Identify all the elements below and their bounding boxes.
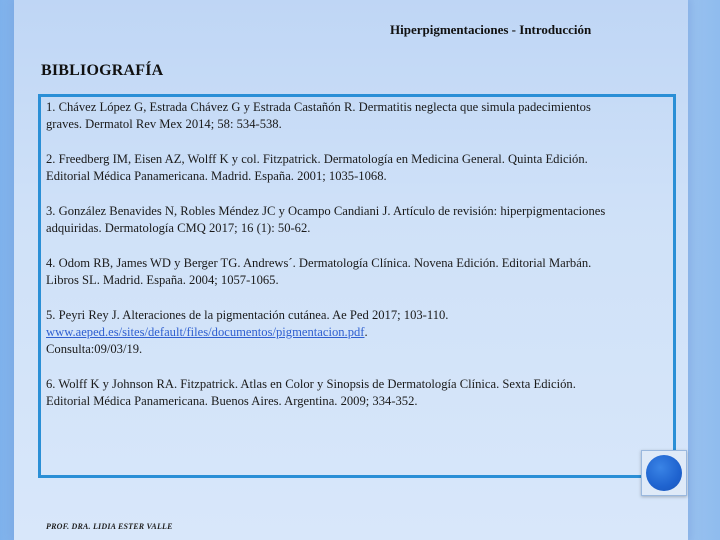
bibliography-line: adquiridas. Dermatología CMQ 2017; 16 (1): 50-62. bbox=[46, 221, 311, 235]
bibliography-item bbox=[46, 203, 667, 237]
bibliography-line: 3. González Benavides N, Robles Méndez JC y Ocampo Candiani J. Artículo de revisión: hiperpigmentaciones bbox=[46, 204, 606, 218]
bibliography-line: 4. Odom RB, James WD y Berger TG. Andrews´. Dermatología Clínica. Novena Edición. Editorial Marbán. bbox=[46, 256, 592, 270]
bibliography-line: 2. Freedberg IM, Eisen AZ, Wolff K y col. Fitzpatrick. Dermatología en Medicina General. Quinta Edición. bbox=[46, 152, 588, 166]
bibliography-item bbox=[46, 255, 667, 289]
bibliography-line: Libros SL. Madrid. España. 2004; 1057-1065. bbox=[46, 273, 279, 287]
slide-header-title: Hiperpigmentaciones - Introducción bbox=[390, 22, 592, 37]
bibliography-line: 1. Chávez López G, Estrada Chávez G y Estrada Castañón R. Dermatitis neglecta que simula padecimientos bbox=[46, 100, 591, 114]
bibliography-line: Consulta:09/03/19. bbox=[46, 342, 143, 356]
pdf-reference-link[interactable]: www.aeped.es/sites/default/files/documentos/pigmentacion.pdf bbox=[46, 325, 365, 339]
bibliography-line: 6. Wolff K y Johnson RA. Fitzpatrick. Atlas en Color y Sinopsis de Dermatología Clínica. Sexta Edición. bbox=[46, 377, 576, 391]
bibliography-line: Editorial Médica Panamericana. Buenos Aires. Argentina. 2009; 334-352. bbox=[46, 394, 418, 408]
bibliography-item bbox=[46, 376, 667, 410]
bibliography-item bbox=[46, 307, 667, 358]
circle-icon bbox=[646, 455, 682, 491]
bibliography-link-line bbox=[46, 324, 667, 341]
bibliography-item bbox=[46, 151, 667, 185]
bibliography-line: graves. Dermatol Rev Mex 2014; 58: 534-538. bbox=[46, 117, 282, 131]
slide-nav-button[interactable] bbox=[641, 450, 687, 496]
section-title: BIBLIOGRAFÍA bbox=[41, 62, 164, 79]
bibliography-item bbox=[46, 99, 667, 133]
bibliography-line: Editorial Médica Panamericana. Madrid. España. 2001; 1035-1068. bbox=[46, 169, 387, 183]
bibliography-box bbox=[38, 94, 676, 478]
bibliography-line: 5. Peyri Rey J. Alteraciones de la pigmentación cutánea. Ae Ped 2017; 103-110. bbox=[46, 308, 449, 322]
link-suffix: . bbox=[364, 325, 368, 339]
footer-author: PROF. DRA. LIDIA ESTER VALLE bbox=[46, 522, 173, 531]
